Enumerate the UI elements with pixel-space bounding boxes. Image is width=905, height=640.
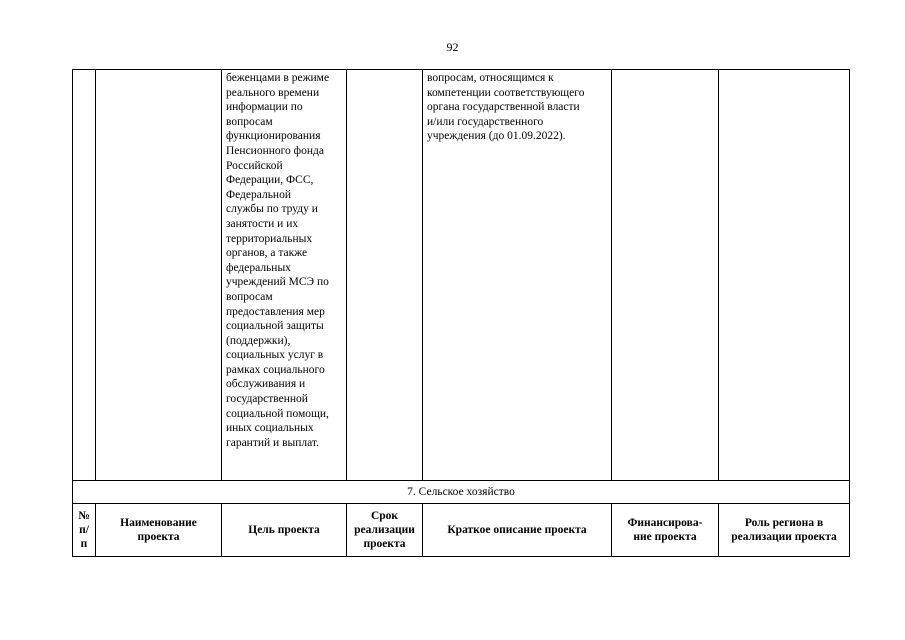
header-term: Срок реализации проекта xyxy=(347,504,423,557)
goal-cell xyxy=(222,70,347,481)
header-region-role: Роль региона в реализации проекта xyxy=(719,504,850,557)
name-cell xyxy=(96,70,222,481)
region-role-cell xyxy=(719,70,850,481)
goal-cell-text: беженцами в режиме реального времени информации по вопросам функционирования Пенсионного фонда Российской Федерации, ФСС, Федеральной службы по труду и занятости и их территориальных органов, а также федеральных учреждений МСЭ по вопросам предоставления мер социальной защиты (поддержки), социальных услуг в рамках социального обслуживания и государственной социальной помощи, иных социальных гарантий и выплат. xyxy=(226,72,330,449)
header-goal: Цель проекта xyxy=(222,504,347,557)
description-cell-text: вопросам, относящимся к компетенции соответствующего органа государственной власти и/или государственного учреждения (до 01.09.2022). xyxy=(427,72,585,143)
header-name: Наименование проекта xyxy=(96,504,222,557)
section-title: 7. Сельское хозяйство xyxy=(73,481,850,504)
header-financing: Финансирова- ние проекта xyxy=(612,504,719,557)
financing-cell xyxy=(612,70,719,481)
description-cell xyxy=(423,70,612,481)
term-cell xyxy=(347,70,423,481)
number-cell xyxy=(73,70,96,481)
header-number: № п/ п xyxy=(73,504,96,557)
table-header-row xyxy=(73,504,850,557)
header-description: Краткое описание проекта xyxy=(423,504,612,557)
page-number: 92 xyxy=(446,40,459,54)
table-row xyxy=(73,70,850,481)
section-row xyxy=(73,481,850,504)
projects-table xyxy=(72,69,850,557)
